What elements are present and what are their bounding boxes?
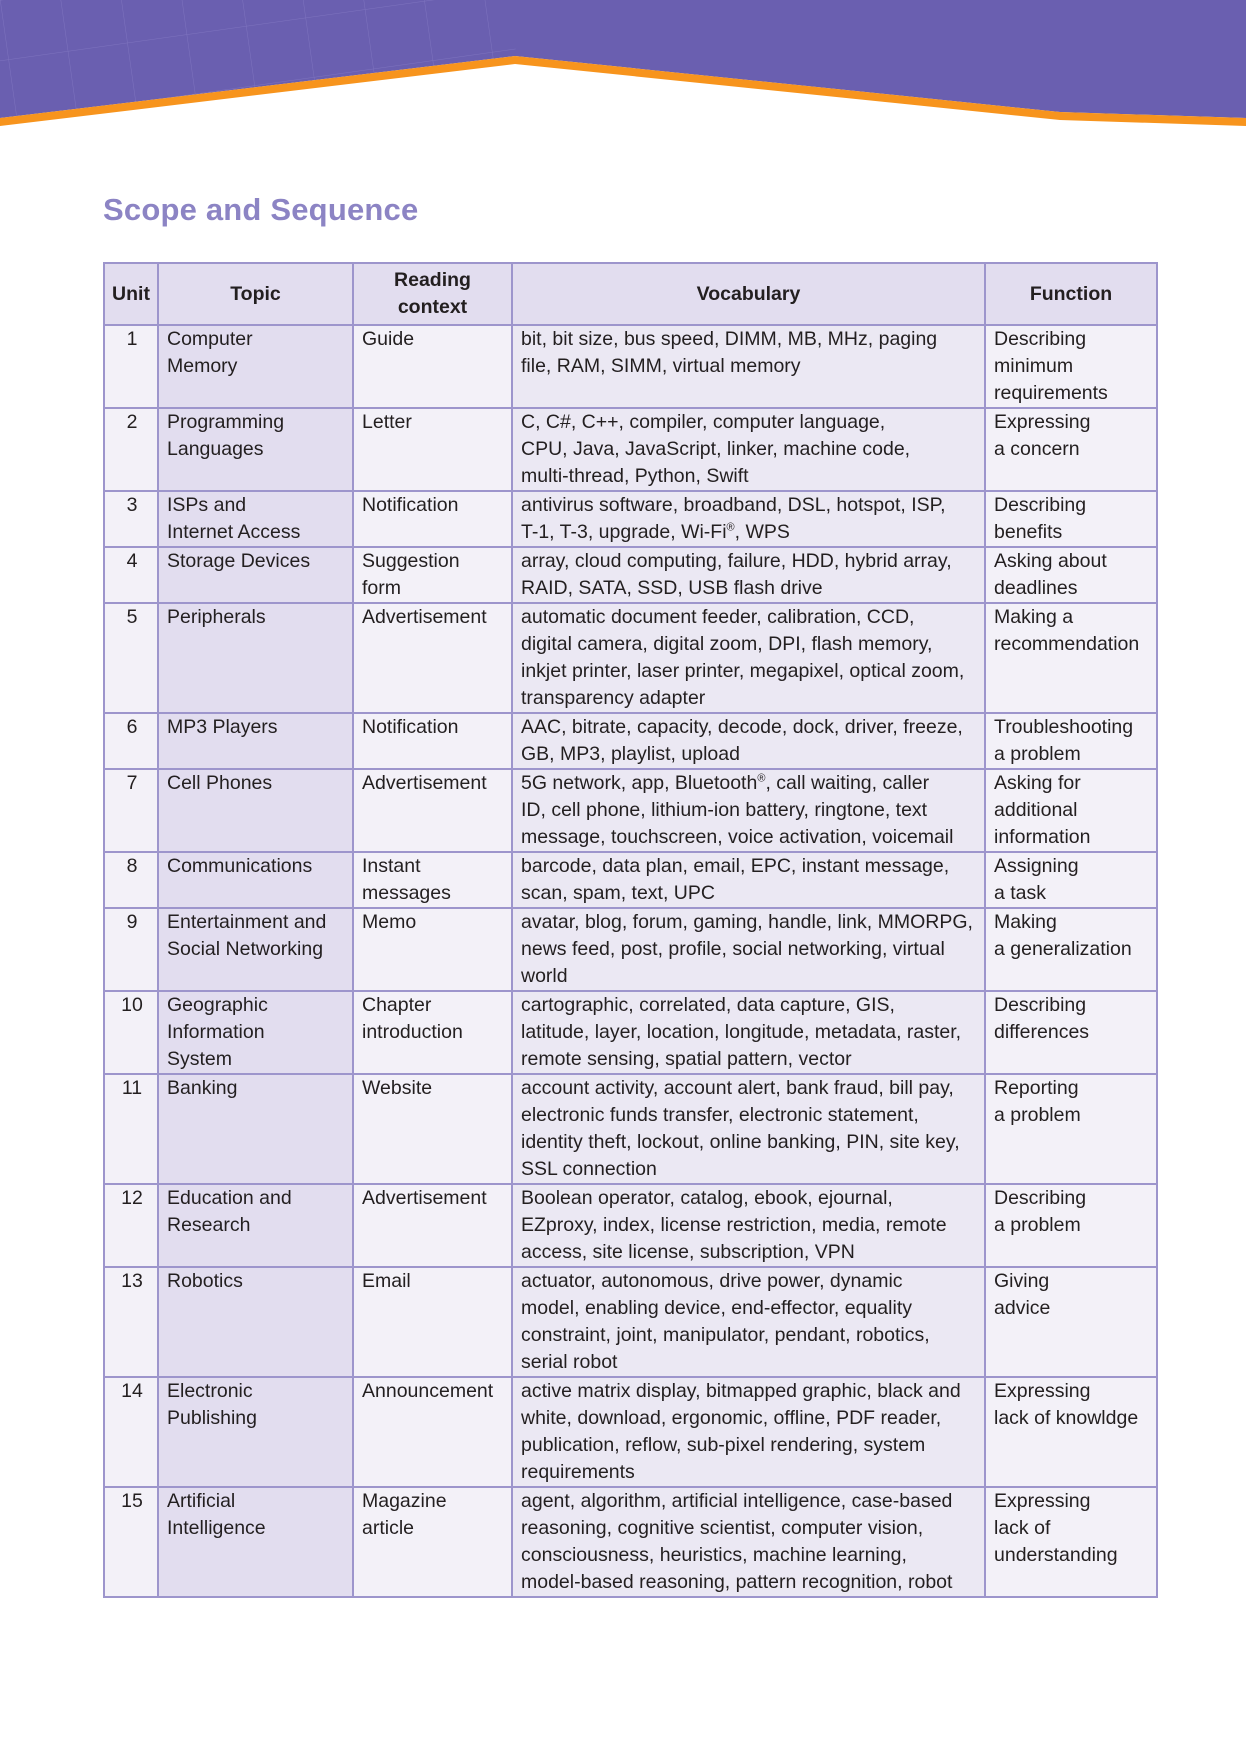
unit-cell: 14 xyxy=(104,1377,158,1487)
reading-context-line: Advertisement xyxy=(362,606,487,628)
header-reading-context-line2: context xyxy=(397,296,468,318)
topic-line: System xyxy=(167,1048,233,1070)
function-line: a problem xyxy=(994,1214,1081,1236)
vocabulary-line: bit, bit size, bus speed, DIMM, MB, MHz, paging xyxy=(521,328,938,350)
function-line: Making a xyxy=(994,606,1074,628)
vocabulary-cell xyxy=(512,1267,985,1377)
function-line: deadlines xyxy=(994,577,1078,599)
header-banner xyxy=(0,0,1246,130)
header-function: Function xyxy=(985,263,1157,325)
function-line: understanding xyxy=(994,1544,1118,1566)
function-line: requirements xyxy=(994,382,1108,404)
vocabulary-line: active matrix display, bitmapped graphic, black and xyxy=(521,1380,961,1402)
topic-cell xyxy=(158,491,353,547)
unit-cell: 2 xyxy=(104,408,158,491)
registered-mark: ® xyxy=(726,521,735,534)
function-cell xyxy=(985,325,1157,408)
vocabulary-line: ID, cell phone, lithium-ion battery, ringtone, text xyxy=(521,799,928,821)
table-row xyxy=(104,1074,1157,1184)
vocabulary-line: identity theft, lockout, online banking, PIN, site key, xyxy=(521,1131,960,1153)
table-row xyxy=(104,769,1157,852)
vocabulary-line: cartographic, correlated, data capture, GIS, xyxy=(521,994,895,1016)
unit-cell: 10 xyxy=(104,991,158,1074)
function-cell xyxy=(985,991,1157,1074)
table-row xyxy=(104,1487,1157,1597)
topic-cell xyxy=(158,1184,353,1267)
reading-context-line: Chapter xyxy=(362,994,432,1016)
function-line: Giving xyxy=(994,1270,1050,1292)
reading-context-line: article xyxy=(362,1517,415,1539)
topic-line: Programming xyxy=(167,411,285,433)
vocabulary-line: latitude, layer, location, longitude, metadata, raster, xyxy=(521,1021,962,1043)
vocabulary-cell xyxy=(512,603,985,713)
vocabulary-line: AAC, bitrate, capacity, decode, dock, driver, freeze, xyxy=(521,716,963,738)
reading-context-cell xyxy=(353,1184,512,1267)
header-unit: Unit xyxy=(104,263,158,325)
vocabulary-line: file, RAM, SIMM, virtual memory xyxy=(521,355,801,377)
function-line: Reporting xyxy=(994,1077,1079,1099)
reading-context-cell xyxy=(353,769,512,852)
reading-context-line: Advertisement xyxy=(362,1187,487,1209)
vocabulary-line: RAID, SATA, SSD, USB flash drive xyxy=(521,577,823,599)
topic-line: Peripherals xyxy=(167,606,266,628)
vocabulary-line: barcode, data plan, email, EPC, instant message, xyxy=(521,855,950,877)
table-row xyxy=(104,1267,1157,1377)
vocabulary-line: remote sensing, spatial pattern, vector xyxy=(521,1048,852,1070)
reading-context-line: Letter xyxy=(362,411,412,433)
function-cell xyxy=(985,1377,1157,1487)
reading-context-cell xyxy=(353,1487,512,1597)
vocabulary-line: constraint, joint, manipulator, pendant, robotics, xyxy=(521,1324,930,1346)
vocabulary-line: agent, algorithm, artificial intelligence, case-based xyxy=(521,1490,953,1512)
reading-context-cell xyxy=(353,852,512,908)
topic-line: Intelligence xyxy=(167,1517,266,1539)
topic-cell xyxy=(158,1074,353,1184)
reading-context-line: Notification xyxy=(362,716,459,738)
function-line: Describing xyxy=(994,328,1087,350)
topic-cell xyxy=(158,547,353,603)
function-line: Expressing xyxy=(994,1490,1091,1512)
unit-cell: 11 xyxy=(104,1074,158,1184)
reading-context-line: Website xyxy=(362,1077,433,1099)
topic-cell xyxy=(158,1377,353,1487)
vocabulary-line: news feed, post, profile, social networking, virtual xyxy=(521,938,945,960)
topic-line: Information xyxy=(167,1021,265,1043)
topic-line: Computer xyxy=(167,328,253,350)
function-line: a problem xyxy=(994,1104,1081,1126)
table-row xyxy=(104,603,1157,713)
vocabulary-line: SSL connection xyxy=(521,1158,657,1180)
topic-line: Social Networking xyxy=(167,938,324,960)
vocabulary-cell xyxy=(512,1377,985,1487)
unit-cell: 15 xyxy=(104,1487,158,1597)
topic-line: Research xyxy=(167,1214,251,1236)
function-line: recommendation xyxy=(994,633,1140,655)
table-body xyxy=(104,325,1157,1597)
topic-line: Memory xyxy=(167,355,238,377)
table-row xyxy=(104,325,1157,408)
reading-context-line: Guide xyxy=(362,328,415,350)
topic-line: Languages xyxy=(167,438,264,460)
banner-graphic xyxy=(0,0,1246,130)
table-row xyxy=(104,491,1157,547)
unit-cell: 1 xyxy=(104,325,158,408)
function-line: advice xyxy=(994,1297,1051,1319)
page-title: Scope and Sequence xyxy=(103,192,419,227)
table-row xyxy=(104,547,1157,603)
topic-cell xyxy=(158,325,353,408)
vocabulary-cell xyxy=(512,908,985,991)
unit-cell: 6 xyxy=(104,713,158,769)
vocabulary-cell xyxy=(512,408,985,491)
function-line: differences xyxy=(994,1021,1090,1043)
topic-line: Electronic xyxy=(167,1380,253,1402)
vocabulary-cell xyxy=(512,1487,985,1597)
topic-cell xyxy=(158,908,353,991)
vocabulary-line: reasoning, cognitive scientist, computer vision, xyxy=(521,1517,924,1539)
topic-line: Publishing xyxy=(167,1407,257,1429)
vocabulary-line: access, site license, subscription, VPN xyxy=(521,1241,855,1263)
vocabulary-cell xyxy=(512,547,985,603)
vocabulary-cell xyxy=(512,1184,985,1267)
table-row xyxy=(104,713,1157,769)
reading-context-cell xyxy=(353,491,512,547)
function-line: minimum xyxy=(994,355,1074,377)
topic-cell xyxy=(158,713,353,769)
vocabulary-cell xyxy=(512,991,985,1074)
vocabulary-line: white, download, ergonomic, offline, PDF reader, xyxy=(521,1407,942,1429)
topic-line: ISPs and xyxy=(167,494,247,516)
function-cell xyxy=(985,1487,1157,1597)
header-topic: Topic xyxy=(158,263,353,325)
vocabulary-line: array, cloud computing, failure, HDD, hybrid array, xyxy=(521,550,952,572)
function-cell xyxy=(985,908,1157,991)
reading-context-line: introduction xyxy=(362,1021,463,1043)
function-line: Expressing xyxy=(994,411,1091,433)
reading-context-line: Instant xyxy=(362,855,421,877)
unit-cell: 5 xyxy=(104,603,158,713)
function-line: lack of xyxy=(994,1517,1051,1539)
topic-cell xyxy=(158,1487,353,1597)
reading-context-line: Announcement xyxy=(362,1380,494,1402)
vocabulary-line: message, touchscreen, voice activation, voicemail xyxy=(521,826,954,848)
vocabulary-line: inkjet printer, laser printer, megapixel, optical zoom, xyxy=(521,660,965,682)
vocabulary-line: serial robot xyxy=(521,1351,618,1373)
reading-context-cell xyxy=(353,1377,512,1487)
vocabulary-line: consciousness, heuristics, machine learning, xyxy=(521,1544,907,1566)
reading-context-line: Suggestion xyxy=(362,550,460,572)
topic-line: Communications xyxy=(167,855,313,877)
registered-mark: ® xyxy=(757,772,766,785)
function-line: a problem xyxy=(994,743,1081,765)
header-reading-context-line1: Reading xyxy=(394,269,471,291)
reading-context-line: Advertisement xyxy=(362,772,487,794)
function-cell xyxy=(985,1184,1157,1267)
unit-cell: 9 xyxy=(104,908,158,991)
reading-context-cell xyxy=(353,1267,512,1377)
function-line: additional xyxy=(994,799,1078,821)
vocabulary-line: model, enabling device, end-effector, equality xyxy=(521,1297,912,1319)
vocabulary-line: antivirus software, broadband, DSL, hotspot, ISP, xyxy=(521,494,946,516)
vocabulary-cell xyxy=(512,491,985,547)
topic-line: MP3 Players xyxy=(167,716,278,738)
vocabulary-line: account activity, account alert, bank fraud, bill pay, xyxy=(521,1077,954,1099)
topic-line: Robotics xyxy=(167,1270,243,1292)
topic-line: Banking xyxy=(167,1077,238,1099)
topic-cell xyxy=(158,991,353,1074)
reading-context-cell xyxy=(353,1074,512,1184)
vocabulary-line: digital camera, digital zoom, DPI, flash memory, xyxy=(521,633,933,655)
table-row xyxy=(104,408,1157,491)
topic-line: Storage Devices xyxy=(167,550,311,572)
function-line: a generalization xyxy=(994,938,1132,960)
function-cell xyxy=(985,408,1157,491)
reading-context-line: messages xyxy=(362,882,451,904)
vocabulary-line: T-1, T-3, upgrade, Wi-Fi®, WPS xyxy=(521,521,790,543)
vocabulary-line: requirements xyxy=(521,1461,635,1483)
function-cell xyxy=(985,1267,1157,1377)
vocabulary-line: automatic document feeder, calibration, CCD, xyxy=(521,606,915,628)
unit-cell: 4 xyxy=(104,547,158,603)
function-cell xyxy=(985,852,1157,908)
function-line: a task xyxy=(994,882,1047,904)
unit-cell: 8 xyxy=(104,852,158,908)
reading-context-line: Email xyxy=(362,1270,411,1292)
function-line: a concern xyxy=(994,438,1080,460)
reading-context-cell xyxy=(353,908,512,991)
vocabulary-line: actuator, autonomous, drive power, dynamic xyxy=(521,1270,903,1292)
topic-cell xyxy=(158,852,353,908)
function-line: Expressing xyxy=(994,1380,1091,1402)
function-line: Troubleshooting xyxy=(994,716,1134,738)
topic-line: Education and xyxy=(167,1187,292,1209)
topic-line: Entertainment and xyxy=(167,911,327,933)
table-header-row xyxy=(104,263,1157,325)
function-line: Describing xyxy=(994,494,1087,516)
vocabulary-cell xyxy=(512,325,985,408)
vocabulary-line: avatar, blog, forum, gaming, handle, link, MMORPG, xyxy=(521,911,973,933)
vocabulary-line: C, C#, C++, compiler, computer language, xyxy=(521,411,886,433)
topic-line: Cell Phones xyxy=(167,772,273,794)
reading-context-line: Notification xyxy=(362,494,459,516)
function-cell xyxy=(985,769,1157,852)
vocabulary-cell xyxy=(512,713,985,769)
function-line: information xyxy=(994,826,1091,848)
table-row xyxy=(104,991,1157,1074)
function-line: Asking about xyxy=(994,550,1107,572)
vocabulary-line: publication, reflow, sub-pixel rendering, system xyxy=(521,1434,926,1456)
vocabulary-line: world xyxy=(521,965,568,987)
vocabulary-cell xyxy=(512,852,985,908)
table-row xyxy=(104,852,1157,908)
table-row xyxy=(104,1184,1157,1267)
unit-cell: 7 xyxy=(104,769,158,852)
vocabulary-cell xyxy=(512,769,985,852)
vocabulary-line: model-based reasoning, pattern recognition, robot xyxy=(521,1571,953,1593)
vocabulary-line: CPU, Java, JavaScript, linker, machine code, xyxy=(521,438,911,460)
function-line: lack of knowldge xyxy=(994,1407,1139,1429)
function-cell xyxy=(985,1074,1157,1184)
topic-line: Geographic xyxy=(167,994,268,1016)
function-line: benefits xyxy=(994,521,1063,543)
vocabulary-line: GB, MP3, playlist, upload xyxy=(521,743,740,765)
vocabulary-cell xyxy=(512,1074,985,1184)
header-reading-context xyxy=(353,263,512,325)
function-line: Making xyxy=(994,911,1057,933)
function-cell xyxy=(985,713,1157,769)
reading-context-cell xyxy=(353,408,512,491)
function-cell xyxy=(985,603,1157,713)
reading-context-cell xyxy=(353,547,512,603)
function-line: Asking for xyxy=(994,772,1081,794)
reading-context-cell xyxy=(353,713,512,769)
function-line: Describing xyxy=(994,1187,1087,1209)
unit-cell: 13 xyxy=(104,1267,158,1377)
topic-cell xyxy=(158,1267,353,1377)
vocabulary-line: transparency adapter xyxy=(521,687,706,709)
header-vocabulary: Vocabulary xyxy=(512,263,985,325)
vocabulary-line: 5G network, app, Bluetooth®, call waiting, caller xyxy=(521,772,930,794)
function-line: Describing xyxy=(994,994,1087,1016)
vocabulary-line: electronic funds transfer, electronic statement, xyxy=(521,1104,919,1126)
function-cell xyxy=(985,547,1157,603)
topic-cell xyxy=(158,603,353,713)
reading-context-cell xyxy=(353,325,512,408)
reading-context-line: Memo xyxy=(362,911,417,933)
unit-cell: 12 xyxy=(104,1184,158,1267)
topic-line: Artificial xyxy=(167,1490,236,1512)
function-cell xyxy=(985,491,1157,547)
topic-line: Internet Access xyxy=(167,521,301,543)
vocabulary-line: multi-thread, Python, Swift xyxy=(521,465,749,487)
reading-context-line: form xyxy=(362,577,401,599)
vocabulary-line: scan, spam, text, UPC xyxy=(521,882,715,904)
vocabulary-line: EZproxy, index, license restriction, media, remote xyxy=(521,1214,947,1236)
function-line: Assigning xyxy=(994,855,1079,877)
table-row xyxy=(104,908,1157,991)
unit-cell: 3 xyxy=(104,491,158,547)
reading-context-cell xyxy=(353,991,512,1074)
topic-cell xyxy=(158,769,353,852)
topic-cell xyxy=(158,408,353,491)
scope-sequence-table xyxy=(103,262,1158,1598)
reading-context-line: Magazine xyxy=(362,1490,447,1512)
table-row xyxy=(104,1377,1157,1487)
reading-context-cell xyxy=(353,603,512,713)
vocabulary-line: Boolean operator, catalog, ebook, ejournal, xyxy=(521,1187,893,1209)
